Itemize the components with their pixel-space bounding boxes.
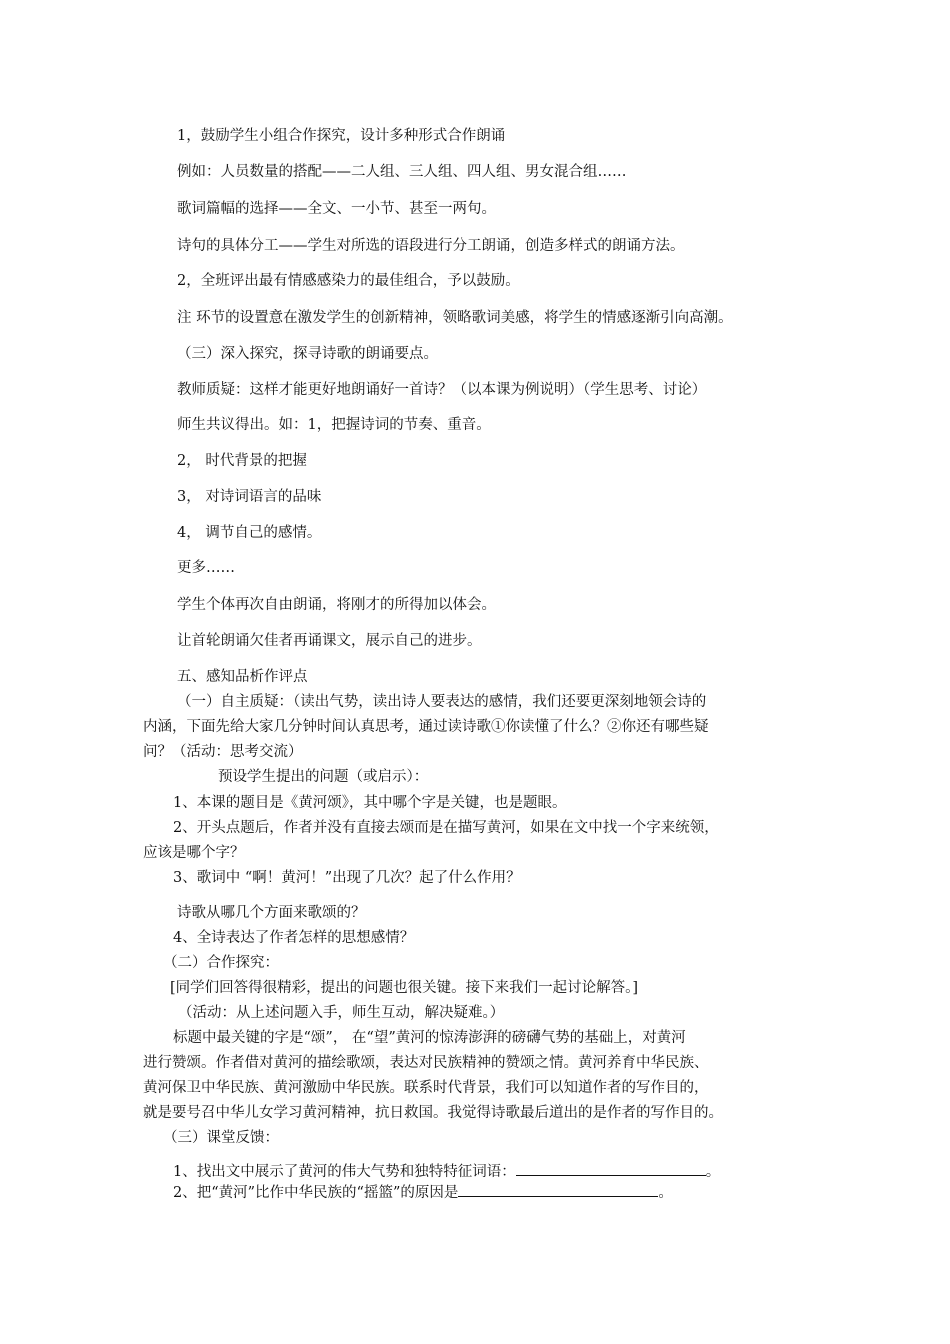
- section-heading: （三）深入探究，探寻诗歌的朗诵要点。: [177, 346, 438, 362]
- text-line: 教师质疑：这样才能更好地朗诵好一首诗？（以本课为例说明）（学生思考、讨论）: [177, 382, 707, 398]
- text-line: 预设学生提出的问题（或启示）：: [218, 769, 429, 785]
- text-line: 诗歌从哪几个方面来歌颂的？: [177, 905, 366, 921]
- question-text: 1、找出文中展示了黄河的伟大气势和独特特征词语：: [173, 1164, 516, 1180]
- text-line: 2， 时代背景的把握: [177, 453, 307, 469]
- section-heading: （二）合作探究：: [163, 955, 279, 971]
- question-text: 2、把“黄河”比作中华民族的“摇篮”的原因是: [173, 1185, 459, 1201]
- text-line: 3， 对诗词语言的品味: [177, 489, 322, 505]
- text-line: 2、开头点题后，作者并没有直接去颂而是在描写黄河，如果在文中找一个字来统领，: [173, 820, 719, 836]
- section-heading: （三）课堂反馈：: [163, 1130, 279, 1146]
- question-end: 。: [705, 1164, 721, 1180]
- text-line: 内涵，下面先给大家几分钟时间认真思考，通过读诗歌①你读懂了什么？②你还有哪些疑: [143, 719, 709, 735]
- text-line: 1，鼓励学生小组合作探究，设计多种形式合作朗诵: [177, 128, 506, 144]
- text-line: 应该是哪个字？: [143, 845, 245, 861]
- text-line: 2，全班评出最有情感感染力的最佳组合，予以鼓励。: [177, 273, 520, 289]
- text-line: [同学们回答得很精彩，提出的问题也很关键。接下来我们一起讨论解答。]: [170, 980, 639, 996]
- text-line: 学生个体再次自由朗诵，将刚才的所得加以体会。: [177, 597, 496, 613]
- section-heading: 五、感知品析作评点: [177, 669, 308, 685]
- text-line: （活动：从上述问题入手，师生互动，解决疑难。）: [178, 1005, 505, 1021]
- text-line: 4、全诗表达了作者怎样的思想感情？: [173, 930, 415, 946]
- question-end: 。: [658, 1185, 673, 1201]
- text-line: 黄河保卫中华民族、黄河激励中华民族。联系时代背景，我们可以知道作者的写作目的，: [143, 1080, 709, 1096]
- text-line: 进行赞颂。作者借对黄河的描绘歌颂，表达对民族精神的赞颂之情。黄河养育中华民族、: [143, 1055, 709, 1071]
- text-line: 歌词篇幅的选择——全文、一小节、甚至一两句。: [177, 201, 496, 217]
- text-line: 诗句的具体分工——学生对所选的语段进行分工朗诵，创造多样式的朗诵方法。: [177, 238, 685, 254]
- text-line: 例如：人员数量的搭配——二人组、三人组、四人组、男女混合组……: [177, 164, 627, 180]
- text-line: 更多……: [177, 560, 235, 576]
- answer-blank[interactable]: [516, 1161, 706, 1176]
- text-line: 1、本课的题目是《黄河颂》，其中哪个字是关键，也是题眼。: [173, 795, 567, 811]
- text-line: 就是要号召中华儿女学习黄河精神，抗日救国。我觉得诗歌最后道出的是作者的写作目的。: [143, 1105, 723, 1121]
- text-line: 标题中最关键的字是“颂”， 在“望”黄河的惊涛澎湃的磅礴气势的基础上，对黄河: [173, 1030, 686, 1046]
- text-line: 3、歌词中 “啊！黄河！”出现了几次？起了什么作用？: [173, 870, 521, 886]
- text-line: 问？（活动：思考交流）: [143, 744, 303, 760]
- text-line: 注 环节的设置意在激发学生的创新精神，领略歌词美感，将学生的情感逐渐引向高潮。: [177, 310, 733, 326]
- answer-blank[interactable]: [458, 1182, 658, 1197]
- text-line: 师生共议得出。如：1，把握诗词的节奏、重音。: [177, 417, 491, 433]
- fill-in-question: [173, 1182, 673, 1203]
- text-line: 让首轮朗诵欠佳者再诵课文，展示自己的进步。: [177, 633, 482, 649]
- text-line: 4， 调节自己的感情。: [177, 525, 322, 541]
- fill-in-question: [173, 1161, 720, 1182]
- text-line: （一）自主质疑：（读出气势，读出诗人要表达的感情，我们还要更深刻地领会诗的: [177, 694, 707, 710]
